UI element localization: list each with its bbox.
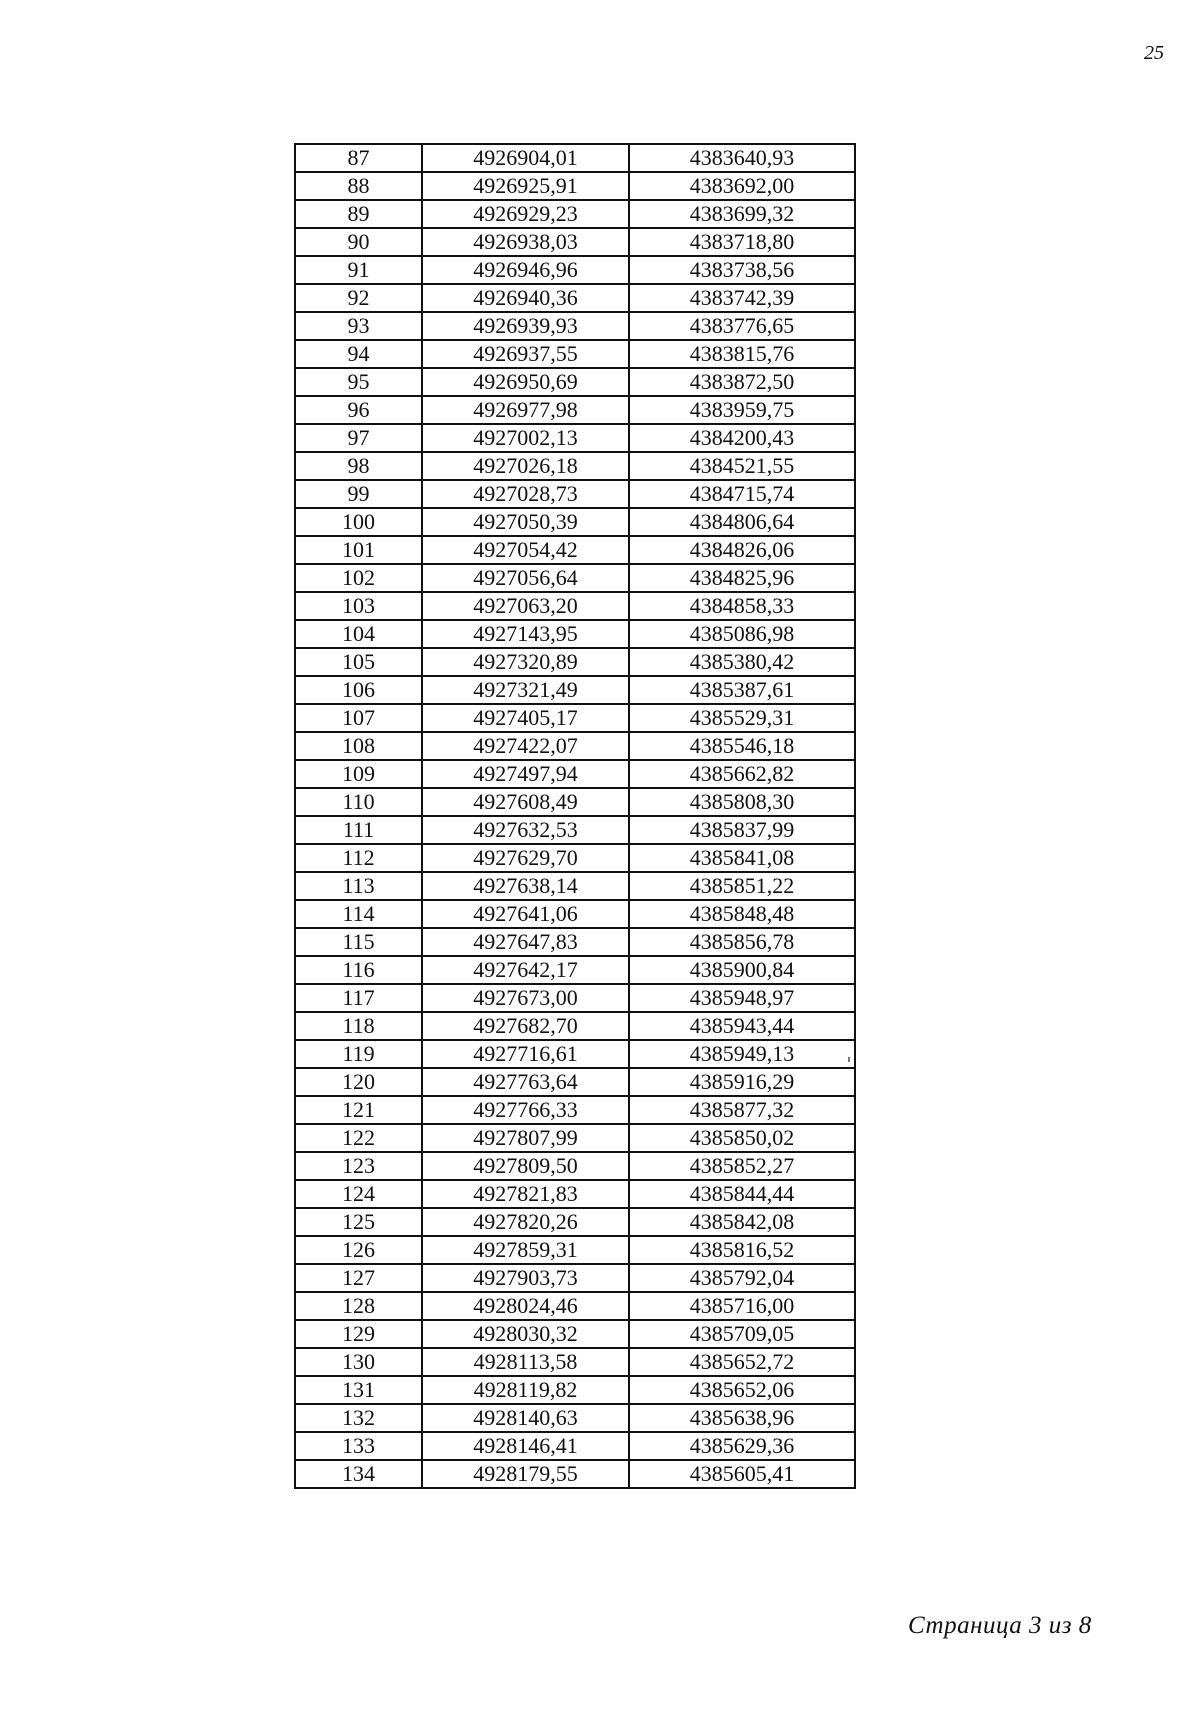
point-number-cell: 98 xyxy=(295,452,422,480)
y-coordinate-cell: 4385943,44 xyxy=(629,1012,855,1040)
point-number-cell: 124 xyxy=(295,1180,422,1208)
table-row xyxy=(295,1152,855,1180)
table-row xyxy=(295,1124,855,1152)
y-coordinate-cell: 4383640,93 xyxy=(629,144,855,172)
y-coordinate-cell: 4385851,22 xyxy=(629,872,855,900)
x-coordinate-cell: 4927002,13 xyxy=(422,424,629,452)
table-row xyxy=(295,1208,855,1236)
table-row xyxy=(295,1236,855,1264)
point-number-cell: 94 xyxy=(295,340,422,368)
y-coordinate-cell: 4384200,43 xyxy=(629,424,855,452)
page-number: 25 xyxy=(1144,42,1164,64)
point-number-cell: 106 xyxy=(295,676,422,704)
x-coordinate-cell: 4927143,95 xyxy=(422,620,629,648)
y-coordinate-cell: 4385844,44 xyxy=(629,1180,855,1208)
x-coordinate-cell: 4926946,96 xyxy=(422,256,629,284)
y-coordinate-cell: 4384715,74 xyxy=(629,480,855,508)
x-coordinate-cell: 4927063,20 xyxy=(422,592,629,620)
x-coordinate-cell: 4927629,70 xyxy=(422,844,629,872)
y-coordinate-cell: 4384806,64 xyxy=(629,508,855,536)
point-number-cell: 105 xyxy=(295,648,422,676)
point-number-cell: 112 xyxy=(295,844,422,872)
x-coordinate-cell: 4927763,64 xyxy=(422,1068,629,1096)
y-coordinate-cell: 4383815,76 xyxy=(629,340,855,368)
x-coordinate-cell: 4927054,42 xyxy=(422,536,629,564)
x-coordinate-cell: 4927050,39 xyxy=(422,508,629,536)
y-coordinate-cell: 4383738,56 xyxy=(629,256,855,284)
point-number-cell: 125 xyxy=(295,1208,422,1236)
x-coordinate-cell: 4927608,49 xyxy=(422,788,629,816)
y-coordinate-cell: 4385716,00 xyxy=(629,1292,855,1320)
table-row xyxy=(295,1292,855,1320)
y-coordinate-cell: 4385850,02 xyxy=(629,1124,855,1152)
point-number-cell: 91 xyxy=(295,256,422,284)
x-coordinate-cell: 4927766,33 xyxy=(422,1096,629,1124)
point-number-cell: 93 xyxy=(295,312,422,340)
y-coordinate-cell: 4385949,13 xyxy=(629,1040,855,1068)
y-coordinate-cell: 4385856,78 xyxy=(629,928,855,956)
point-number-cell: 107 xyxy=(295,704,422,732)
table-row xyxy=(295,340,855,368)
x-coordinate-cell: 4927647,83 xyxy=(422,928,629,956)
y-coordinate-cell: 4385546,18 xyxy=(629,732,855,760)
x-coordinate-cell: 4927682,70 xyxy=(422,1012,629,1040)
table-row xyxy=(295,592,855,620)
x-coordinate-cell: 4927320,89 xyxy=(422,648,629,676)
table-row xyxy=(295,1320,855,1348)
table-row xyxy=(295,1040,855,1068)
y-coordinate-cell: 4385900,84 xyxy=(629,956,855,984)
point-number-cell: 109 xyxy=(295,760,422,788)
y-coordinate-cell: 4385380,42 xyxy=(629,648,855,676)
page-footer: Страница 3 из 8 xyxy=(908,1612,1092,1639)
x-coordinate-cell: 4927859,31 xyxy=(422,1236,629,1264)
x-coordinate-cell: 4926950,69 xyxy=(422,368,629,396)
table-row xyxy=(295,704,855,732)
scan-mark xyxy=(848,1057,850,1062)
point-number-cell: 111 xyxy=(295,816,422,844)
point-number-cell: 131 xyxy=(295,1376,422,1404)
x-coordinate-cell: 4927056,64 xyxy=(422,564,629,592)
y-coordinate-cell: 4385629,36 xyxy=(629,1432,855,1460)
y-coordinate-cell: 4385841,08 xyxy=(629,844,855,872)
y-coordinate-cell: 4385792,04 xyxy=(629,1264,855,1292)
table-row xyxy=(295,1012,855,1040)
x-coordinate-cell: 4927821,83 xyxy=(422,1180,629,1208)
point-number-cell: 104 xyxy=(295,620,422,648)
x-coordinate-cell: 4927632,53 xyxy=(422,816,629,844)
table-row xyxy=(295,872,855,900)
table-row xyxy=(295,956,855,984)
table-row xyxy=(295,648,855,676)
x-coordinate-cell: 4926977,98 xyxy=(422,396,629,424)
point-number-cell: 99 xyxy=(295,480,422,508)
point-number-cell: 95 xyxy=(295,368,422,396)
table-row xyxy=(295,900,855,928)
x-coordinate-cell: 4926925,91 xyxy=(422,172,629,200)
y-coordinate-cell: 4384826,06 xyxy=(629,536,855,564)
y-coordinate-cell: 4383692,00 xyxy=(629,172,855,200)
table-row xyxy=(295,1180,855,1208)
x-coordinate-cell: 4926937,55 xyxy=(422,340,629,368)
x-coordinate-cell: 4927321,49 xyxy=(422,676,629,704)
table-row xyxy=(295,1348,855,1376)
y-coordinate-cell: 4385638,96 xyxy=(629,1404,855,1432)
y-coordinate-cell: 4385529,31 xyxy=(629,704,855,732)
table-row xyxy=(295,536,855,564)
table-row xyxy=(295,816,855,844)
point-number-cell: 117 xyxy=(295,984,422,1012)
point-number-cell: 122 xyxy=(295,1124,422,1152)
point-number-cell: 119 xyxy=(295,1040,422,1068)
table-row xyxy=(295,1376,855,1404)
point-number-cell: 100 xyxy=(295,508,422,536)
y-coordinate-cell: 4385662,82 xyxy=(629,760,855,788)
point-number-cell: 110 xyxy=(295,788,422,816)
x-coordinate-cell: 4926904,01 xyxy=(422,144,629,172)
x-coordinate-cell: 4927641,06 xyxy=(422,900,629,928)
point-number-cell: 129 xyxy=(295,1320,422,1348)
y-coordinate-cell: 4385816,52 xyxy=(629,1236,855,1264)
point-number-cell: 89 xyxy=(295,200,422,228)
point-number-cell: 103 xyxy=(295,592,422,620)
point-number-cell: 90 xyxy=(295,228,422,256)
point-number-cell: 102 xyxy=(295,564,422,592)
y-coordinate-cell: 4385852,27 xyxy=(629,1152,855,1180)
table-row xyxy=(295,228,855,256)
table-body xyxy=(295,144,855,1488)
point-number-cell: 101 xyxy=(295,536,422,564)
x-coordinate-cell: 4926939,93 xyxy=(422,312,629,340)
point-number-cell: 133 xyxy=(295,1432,422,1460)
point-number-cell: 126 xyxy=(295,1236,422,1264)
y-coordinate-cell: 4385086,98 xyxy=(629,620,855,648)
y-coordinate-cell: 4385652,06 xyxy=(629,1376,855,1404)
table-row xyxy=(295,256,855,284)
table-row xyxy=(295,1460,855,1488)
point-number-cell: 128 xyxy=(295,1292,422,1320)
table-row xyxy=(295,788,855,816)
x-coordinate-cell: 4927903,73 xyxy=(422,1264,629,1292)
x-coordinate-cell: 4928140,63 xyxy=(422,1404,629,1432)
table-row xyxy=(295,424,855,452)
coordinates-table xyxy=(294,143,856,1489)
x-coordinate-cell: 4927807,99 xyxy=(422,1124,629,1152)
x-coordinate-cell: 4928179,55 xyxy=(422,1460,629,1488)
x-coordinate-cell: 4927820,26 xyxy=(422,1208,629,1236)
y-coordinate-cell: 4385387,61 xyxy=(629,676,855,704)
table-row xyxy=(295,1068,855,1096)
x-coordinate-cell: 4928146,41 xyxy=(422,1432,629,1460)
table-row xyxy=(295,1264,855,1292)
table-row xyxy=(295,368,855,396)
point-number-cell: 87 xyxy=(295,144,422,172)
point-number-cell: 121 xyxy=(295,1096,422,1124)
table-row xyxy=(295,760,855,788)
point-number-cell: 134 xyxy=(295,1460,422,1488)
x-coordinate-cell: 4927405,17 xyxy=(422,704,629,732)
y-coordinate-cell: 4385837,99 xyxy=(629,816,855,844)
y-coordinate-cell: 4385948,97 xyxy=(629,984,855,1012)
point-number-cell: 92 xyxy=(295,284,422,312)
y-coordinate-cell: 4384521,55 xyxy=(629,452,855,480)
x-coordinate-cell: 4926938,03 xyxy=(422,228,629,256)
y-coordinate-cell: 4385877,32 xyxy=(629,1096,855,1124)
x-coordinate-cell: 4928030,32 xyxy=(422,1320,629,1348)
y-coordinate-cell: 4385652,72 xyxy=(629,1348,855,1376)
point-number-cell: 115 xyxy=(295,928,422,956)
x-coordinate-cell: 4927716,61 xyxy=(422,1040,629,1068)
y-coordinate-cell: 4383742,39 xyxy=(629,284,855,312)
point-number-cell: 130 xyxy=(295,1348,422,1376)
table-row xyxy=(295,928,855,956)
y-coordinate-cell: 4384858,33 xyxy=(629,592,855,620)
y-coordinate-cell: 4383718,80 xyxy=(629,228,855,256)
y-coordinate-cell: 4385916,29 xyxy=(629,1068,855,1096)
table-row xyxy=(295,452,855,480)
point-number-cell: 97 xyxy=(295,424,422,452)
table-row xyxy=(295,284,855,312)
point-number-cell: 120 xyxy=(295,1068,422,1096)
table-row xyxy=(295,984,855,1012)
y-coordinate-cell: 4383776,65 xyxy=(629,312,855,340)
x-coordinate-cell: 4927673,00 xyxy=(422,984,629,1012)
point-number-cell: 113 xyxy=(295,872,422,900)
table-row xyxy=(295,1432,855,1460)
y-coordinate-cell: 4385709,05 xyxy=(629,1320,855,1348)
table-row xyxy=(295,144,855,172)
point-number-cell: 123 xyxy=(295,1152,422,1180)
y-coordinate-cell: 4385605,41 xyxy=(629,1460,855,1488)
point-number-cell: 127 xyxy=(295,1264,422,1292)
table-row xyxy=(295,200,855,228)
table-row xyxy=(295,676,855,704)
y-coordinate-cell: 4383699,32 xyxy=(629,200,855,228)
x-coordinate-cell: 4927638,14 xyxy=(422,872,629,900)
table-row xyxy=(295,312,855,340)
x-coordinate-cell: 4928119,82 xyxy=(422,1376,629,1404)
table-row xyxy=(295,480,855,508)
x-coordinate-cell: 4928113,58 xyxy=(422,1348,629,1376)
point-number-cell: 116 xyxy=(295,956,422,984)
y-coordinate-cell: 4383959,75 xyxy=(629,396,855,424)
x-coordinate-cell: 4927028,73 xyxy=(422,480,629,508)
x-coordinate-cell: 4926929,23 xyxy=(422,200,629,228)
table-row xyxy=(295,508,855,536)
x-coordinate-cell: 4928024,46 xyxy=(422,1292,629,1320)
point-number-cell: 114 xyxy=(295,900,422,928)
x-coordinate-cell: 4927422,07 xyxy=(422,732,629,760)
table-row xyxy=(295,1096,855,1124)
x-coordinate-cell: 4926940,36 xyxy=(422,284,629,312)
table-row xyxy=(295,620,855,648)
point-number-cell: 88 xyxy=(295,172,422,200)
x-coordinate-cell: 4927642,17 xyxy=(422,956,629,984)
x-coordinate-cell: 4927026,18 xyxy=(422,452,629,480)
table-row xyxy=(295,844,855,872)
y-coordinate-cell: 4385848,48 xyxy=(629,900,855,928)
table-row xyxy=(295,732,855,760)
table-row xyxy=(295,564,855,592)
point-number-cell: 96 xyxy=(295,396,422,424)
y-coordinate-cell: 4385842,08 xyxy=(629,1208,855,1236)
x-coordinate-cell: 4927809,50 xyxy=(422,1152,629,1180)
y-coordinate-cell: 4383872,50 xyxy=(629,368,855,396)
x-coordinate-cell: 4927497,94 xyxy=(422,760,629,788)
point-number-cell: 132 xyxy=(295,1404,422,1432)
point-number-cell: 108 xyxy=(295,732,422,760)
table-row xyxy=(295,396,855,424)
table-row xyxy=(295,172,855,200)
point-number-cell: 118 xyxy=(295,1012,422,1040)
y-coordinate-cell: 4385808,30 xyxy=(629,788,855,816)
table-row xyxy=(295,1404,855,1432)
y-coordinate-cell: 4384825,96 xyxy=(629,564,855,592)
